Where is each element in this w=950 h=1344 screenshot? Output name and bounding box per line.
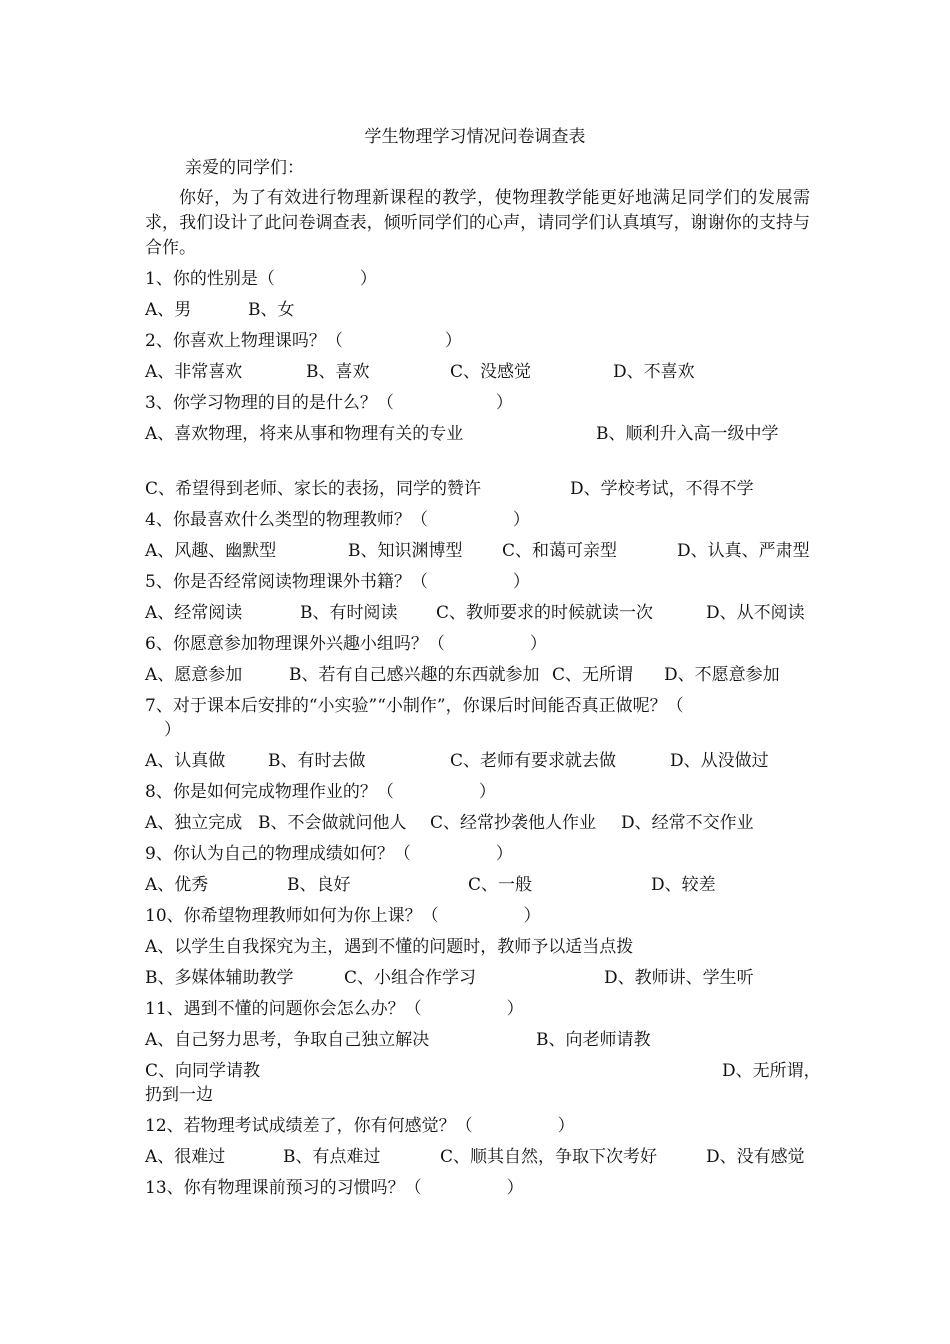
q12-option-c: C、顺其自然，争取下次考好 <box>440 1147 658 1167</box>
q12-option-a: A、很难过 <box>145 1147 226 1167</box>
q10-option-b: B、多媒体辅助教学 <box>145 968 294 988</box>
q4-option-d: D、认真、严肃型 <box>677 541 810 561</box>
q9-option-a: A、优秀 <box>145 875 209 895</box>
q6-option-b: B、若有自己感兴趣的东西就参加 <box>289 665 540 685</box>
q9-option-d: D、较差 <box>651 875 716 895</box>
q2-option-a: A、非常喜欢 <box>145 362 243 382</box>
q2-option-b: B、喜欢 <box>306 362 370 382</box>
question-2: 2、你喜欢上物理课吗？（ ） <box>145 331 462 351</box>
question-10: 10、你希望物理教师如何为你上课？（ ） <box>145 906 541 926</box>
question-8: 8、你是如何完成物理作业的？（ ） <box>145 782 496 802</box>
q4-option-b: B、知识渊博型 <box>348 541 463 561</box>
q9-option-c: C、一般 <box>468 875 533 895</box>
document-title: 学生物理学习情况问卷调查表 <box>364 127 586 147</box>
q11-option-d-continuation: 扔到一边 <box>145 1085 213 1105</box>
q5-option-b: B、有时阅读 <box>300 603 398 623</box>
q11-option-b: B、向老师请教 <box>536 1030 651 1050</box>
q8-option-a: A、独立完成 <box>145 813 243 833</box>
q7-option-c: C、老师有要求就去做 <box>450 751 617 771</box>
q11-option-d: D、无所谓， <box>722 1061 821 1081</box>
question-7: 7、对于课本后安排的“小实验”“小制作”，你课后时间能否真正做呢？（ <box>145 696 684 716</box>
q12-option-b: B、有点难过 <box>283 1147 381 1167</box>
question-11: 11、遇到不懂的问题你会怎么办？（ ） <box>145 999 524 1019</box>
q1-option-b: B、女 <box>248 300 295 320</box>
q8-option-c: C、经常抄袭他人作业 <box>430 813 597 833</box>
q2-option-d: D、不喜欢 <box>613 362 695 382</box>
q10-option-a: A、以学生自我探究为主，遇到不懂的问题时，教师予以适当点拨 <box>145 937 634 957</box>
greeting: 亲爱的同学们： <box>185 158 304 178</box>
q3-option-c: C、希望得到老师、家长的表扬，同学的赞许 <box>145 479 482 499</box>
q12-option-d: D、没有感觉 <box>706 1147 805 1167</box>
question-3: 3、你学习物理的目的是什么？（ ） <box>145 393 513 413</box>
q9-option-b: B、良好 <box>287 875 351 895</box>
q3-option-b: B、顺利升入高一级中学 <box>596 424 779 444</box>
q11-option-c: C、向同学请教 <box>145 1061 261 1081</box>
q1-option-a: A、男 <box>145 300 192 320</box>
q2-option-c: C、没感觉 <box>450 362 532 382</box>
q7-option-d: D、从没做过 <box>670 751 769 771</box>
question-4: 4、你最喜欢什么类型的物理教师？（ ） <box>145 510 530 530</box>
q5-option-a: A、经常阅读 <box>145 603 243 623</box>
q8-option-d: D、经常不交作业 <box>621 813 754 833</box>
q3-option-d: D、学校考试，不得不学 <box>570 479 754 499</box>
question-6: 6、你愿意参加物理课外兴趣小组吗？（ ） <box>145 634 547 654</box>
q4-option-c: C、和蔼可亲型 <box>502 541 618 561</box>
question-7-continuation: ） <box>164 720 181 740</box>
q11-option-a: A、自己努力思考，争取自己独立解决 <box>145 1030 430 1050</box>
question-9: 9、你认为自己的物理成绩如何？（ ） <box>145 844 513 864</box>
q6-option-c: C、无所谓 <box>552 665 634 685</box>
q6-option-d: D、不愿意参加 <box>664 665 780 685</box>
q10-option-d: D、教师讲、学生听 <box>604 968 754 988</box>
question-5: 5、你是否经常阅读物理课外书籍？（ ） <box>145 572 530 592</box>
q5-option-d: D、从不阅读 <box>706 603 805 623</box>
q3-option-a: A、喜欢物理，将来从事和物理有关的专业 <box>145 424 464 444</box>
question-12: 12、若物理考试成绩差了，你有何感觉？（ ） <box>145 1116 575 1136</box>
intro-paragraph: 你好，为了有效进行物理新课程的教学，使物理教学能更好地满足同学们的发展需求，我们设计了此问卷调查表，倾听同学们的心声，请同学们认真填写，谢谢你的支持与合作。 <box>145 188 810 258</box>
q5-option-c: C、教师要求的时候就读一次 <box>436 603 654 623</box>
question-1: 1、你的性别是（ ） <box>145 269 377 289</box>
q7-option-a: A、认真做 <box>145 751 226 771</box>
q10-option-c: C、小组合作学习 <box>344 968 477 988</box>
q7-option-b: B、有时去做 <box>268 751 366 771</box>
q4-option-a: A、风趣、幽默型 <box>145 541 277 561</box>
q8-option-b: B、不会做就问他人 <box>258 813 407 833</box>
q6-option-a: A、愿意参加 <box>145 665 243 685</box>
question-13: 13、你有物理课前预习的习惯吗？（ ） <box>145 1178 524 1198</box>
